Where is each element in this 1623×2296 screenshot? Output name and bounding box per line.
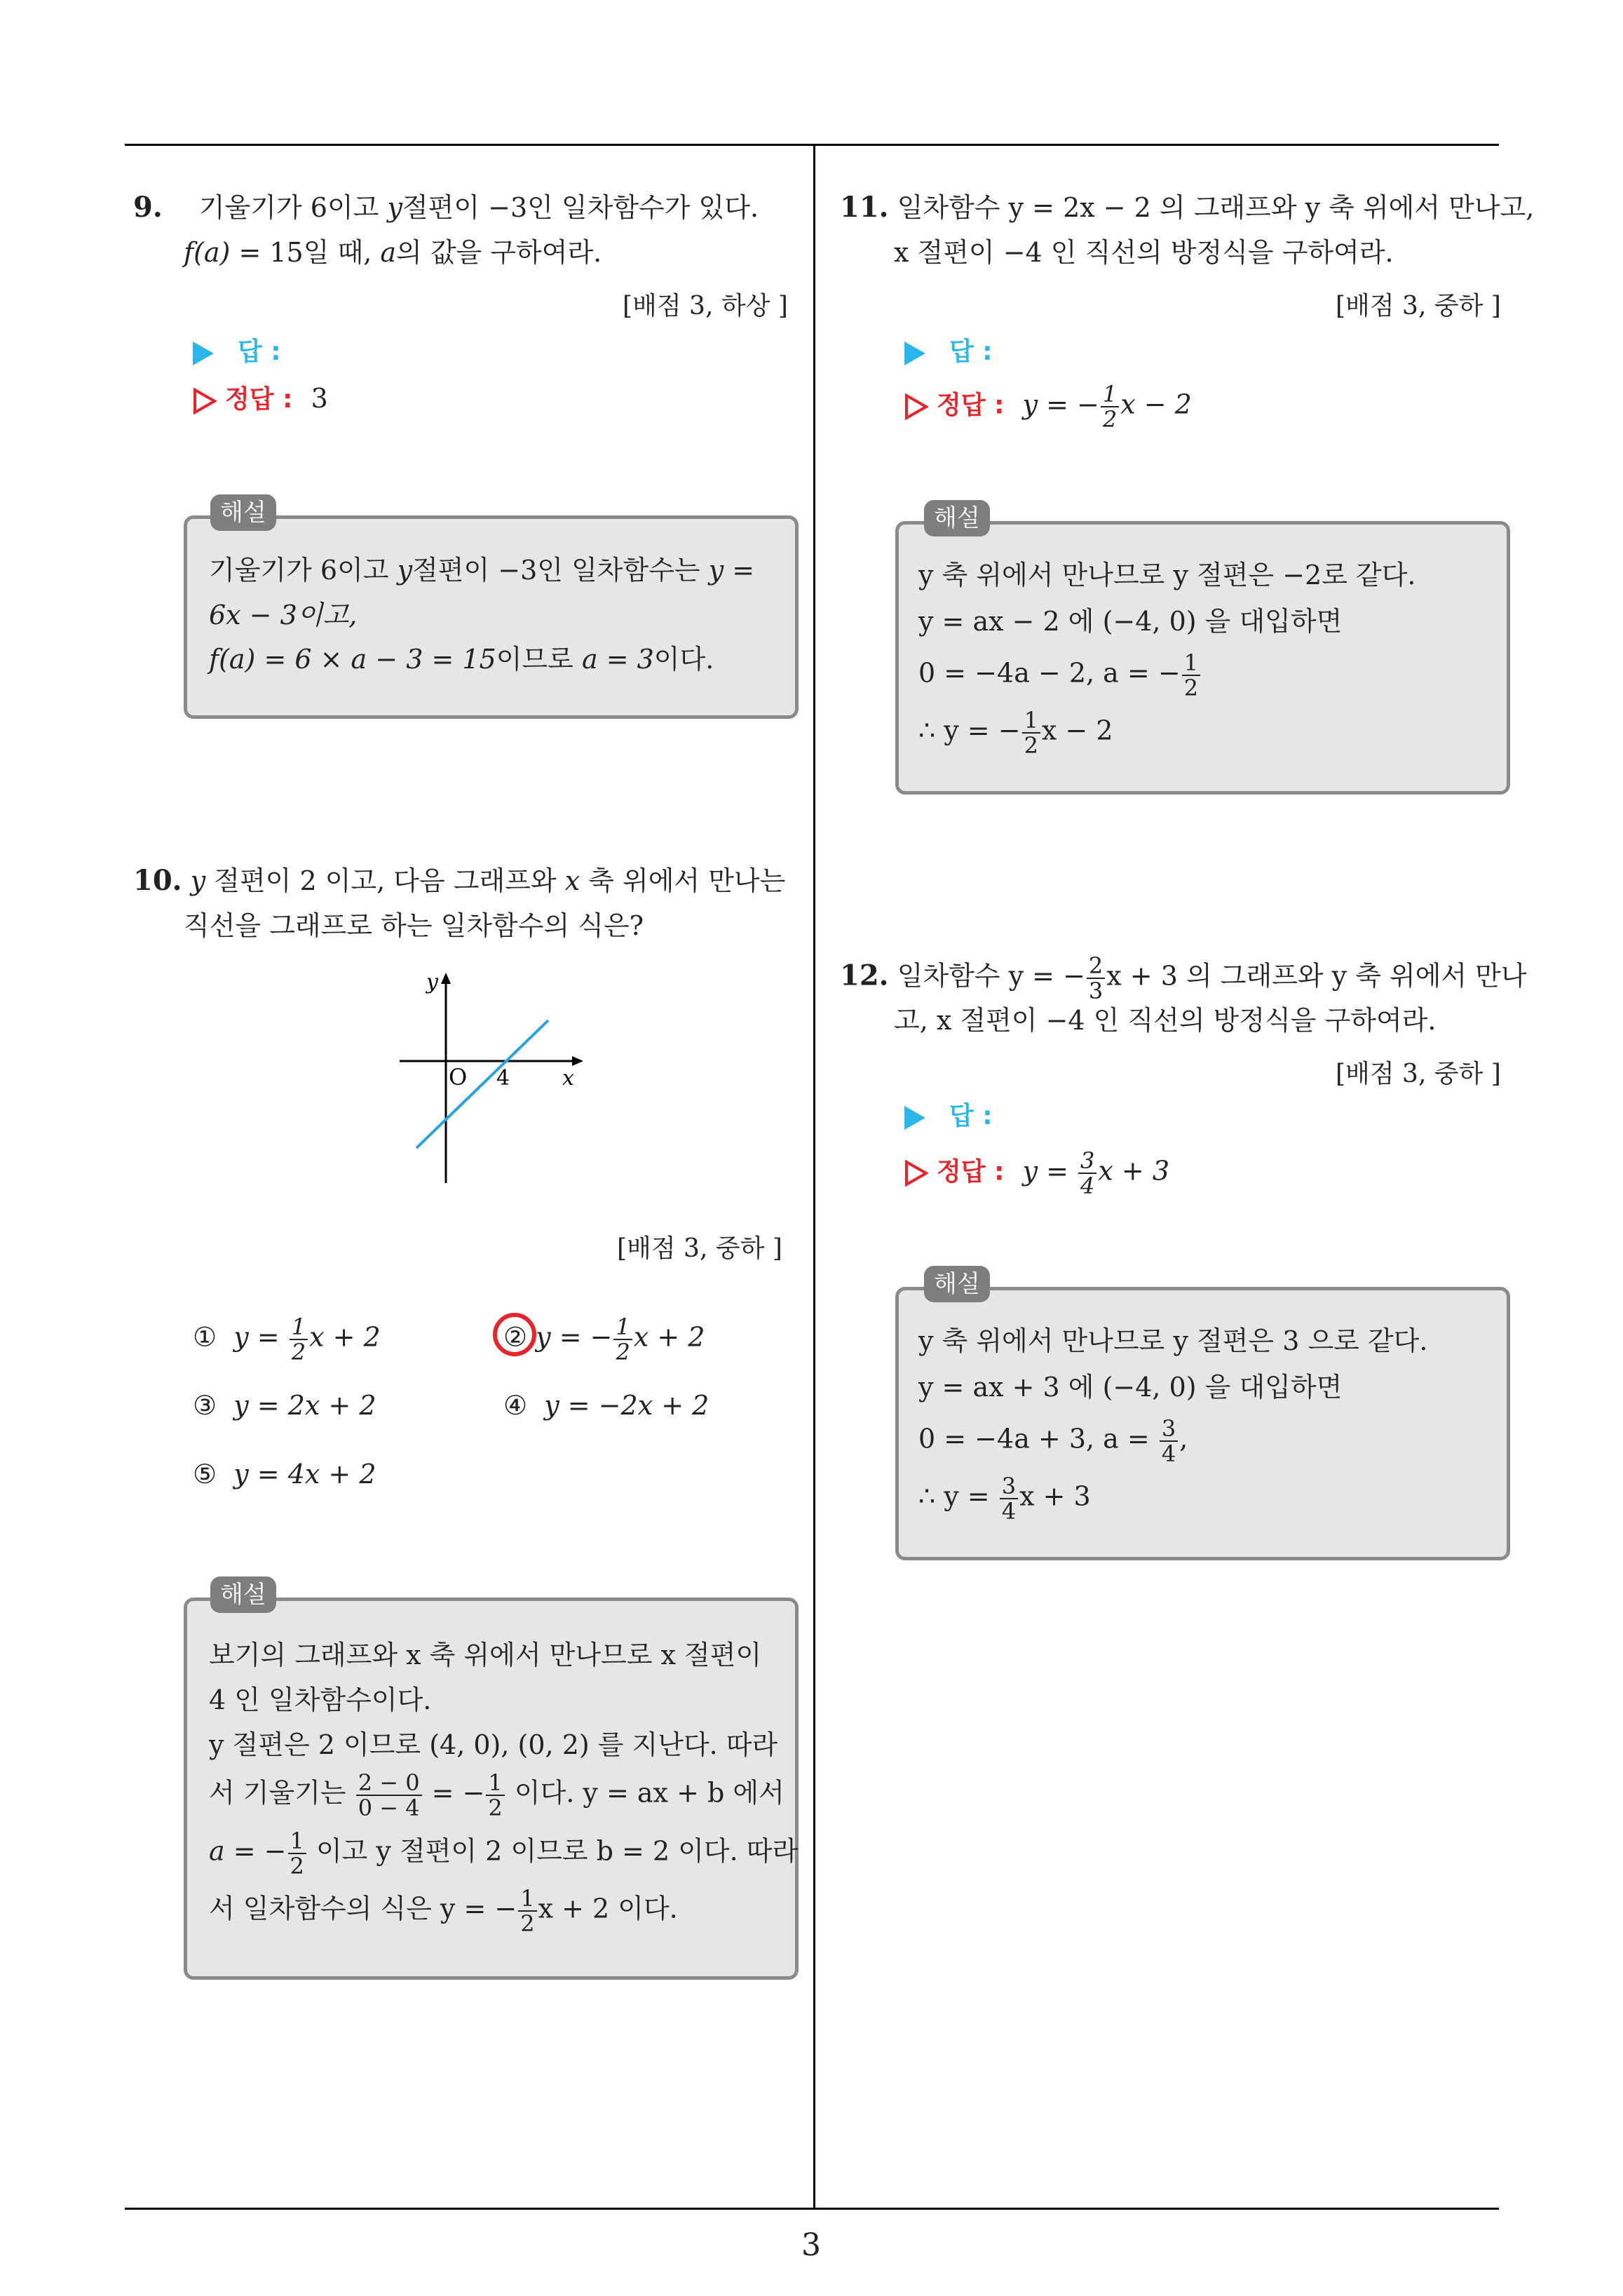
question-number: 10. [133, 864, 182, 897]
solution-line2: 4 인 일차함수이다. [209, 1684, 432, 1715]
answer-line: 답 : [904, 330, 993, 373]
outline-triangle-icon [904, 393, 928, 420]
question-9-line2: f(a) = 15일 때, a의 값을 구하여라. [184, 237, 602, 268]
outline-triangle-icon [193, 388, 217, 414]
solution-line6: 서 일차함수의 식은 y = − $\frac{1}{2}$ x + 2 이다. [209, 1885, 678, 1937]
y-axis-arrow [441, 973, 451, 984]
choice-3[interactable]: ③ y = 2x + 2 [193, 1390, 376, 1421]
correct-answer-line: 정답 : y = − $\frac{1}{2}$ x − 2 [904, 382, 1192, 431]
answer-line: 답 : [193, 330, 281, 373]
correct-answer-line: 정답 : y = $\frac{3}{4}$ x + 3 [904, 1149, 1169, 1198]
question-number: 12. [840, 959, 889, 992]
solution-line4: ∴ y = $\frac{3}{4}$ x + 3 [918, 1473, 1091, 1525]
play-icon [904, 1106, 925, 1130]
score-tag: [배점 3, 하상 ] [623, 292, 788, 320]
solution-tag: 해설 [924, 500, 990, 536]
solution-line1: 보기의 그래프와 x 축 위에서 만나므로 x 절편이 [209, 1640, 762, 1670]
solution-line4: 서 기울기는 $\frac{2 - 0}{0 - 4}$ = − $\frac{1}{2}$ 이다. y = ax + b 에서 [209, 1769, 785, 1821]
outline-triangle-icon [904, 1160, 928, 1187]
question-number: 9. [133, 191, 163, 224]
column-divider [813, 144, 815, 2209]
x-axis-arrow [572, 1056, 583, 1066]
score-tag: [배점 3, 중하 ] [617, 1234, 782, 1263]
y-axis-label: y [426, 970, 438, 994]
solution-line2: y = ax − 2 에 (−4, 0) 을 대입하면 [918, 606, 1343, 637]
x-axis-label: x [562, 1066, 574, 1090]
x-tick-label: 4 [496, 1066, 510, 1090]
page-number: 3 [801, 2227, 821, 2263]
correct-answer-value: 3 [311, 383, 328, 414]
solution-line3: y 절편은 2 이므로 (4, 0), (0, 2) 를 지난다. 따라 [209, 1729, 778, 1760]
choice-2[interactable]: ② y = − $\frac{1}{2}$ x + 2 [503, 1314, 705, 1365]
solution-line3: f(a) = 6 × a − 3 = 15이므로 a = 3이다. [209, 644, 714, 675]
solution-line1: y 축 위에서 만나므로 y 절편은 −2로 같다. [918, 560, 1416, 590]
solution-tag: 해설 [210, 494, 276, 531]
question-12-line2: 고, x 절편이 −4 인 직선의 방정식을 구하여라. [894, 1005, 1437, 1036]
choice-1[interactable]: ① y = $\frac{1}{2}$ x + 2 [193, 1314, 381, 1365]
question-10-line2: 직선을 그래프로 하는 일차함수의 식은? [184, 910, 644, 941]
solution-line1: y 축 위에서 만나므로 y 절편은 3 으로 같다. [918, 1325, 1428, 1356]
solution-line3: 0 = −4a + 3, a = $\frac{3}{4}$ , [918, 1415, 1188, 1467]
origin-label: O [449, 1064, 468, 1090]
solution-line1: 기울기가 6이고 y절편이 −3인 일차함수는 y = [209, 555, 755, 586]
play-icon [904, 342, 925, 365]
bottom-rule [125, 2208, 1499, 2210]
choice-5[interactable]: ⑤ y = 4x + 2 [193, 1459, 376, 1490]
question-11-line1: 11. 일차함수 y = 2x − 2 의 그래프와 y 축 위에서 만나고, [840, 191, 1535, 224]
question-9-line1: 9. 기울기가 6이고 y절편이 −3인 일차함수가 있다. [133, 191, 759, 224]
play-icon [193, 342, 214, 365]
solution-tag: 해설 [924, 1266, 990, 1302]
solution-line2: y = ax + 3 에 (−4, 0) 을 대입하면 [918, 1372, 1343, 1403]
graph-line [416, 1020, 548, 1148]
line-graph [393, 964, 596, 1189]
question-10-line1: 10. y 절편이 2 이고, 다음 그래프와 x 축 위에서 만나는 [133, 864, 786, 897]
score-tag: [배점 3, 중하 ] [1336, 292, 1501, 320]
correct-answer-line: 정답 : 3 [193, 377, 328, 421]
question-number: 11. [840, 191, 889, 224]
top-rule [125, 144, 1499, 146]
solution-line3: 0 = −4a − 2, a = − $\frac{1}{2}$ [918, 651, 1202, 700]
solution-tag: 해설 [210, 1576, 276, 1613]
choice-4[interactable]: ④ y = −2x + 2 [503, 1390, 709, 1421]
question-11-line2: x 절편이 −4 인 직선의 방정식을 구하여라. [894, 237, 1394, 268]
score-tag: [배점 3, 중하 ] [1336, 1060, 1501, 1088]
solution-line4: ∴ y = − $\frac{1}{2}$ x − 2 [918, 707, 1113, 759]
solution-line5: a = − $\frac{1}{2}$ 이고 y 절편이 2 이므로 b = 2 이다. 따라 [209, 1828, 799, 1879]
answer-line: 답 : [904, 1094, 993, 1137]
question-12-line1: 12. 일차함수 y = − $\frac{2}{3}$ x + 3 의 그래프와 y 축 위에서 만나 [840, 952, 1527, 1004]
solution-line2: 6x − 3이고, [209, 600, 358, 630]
